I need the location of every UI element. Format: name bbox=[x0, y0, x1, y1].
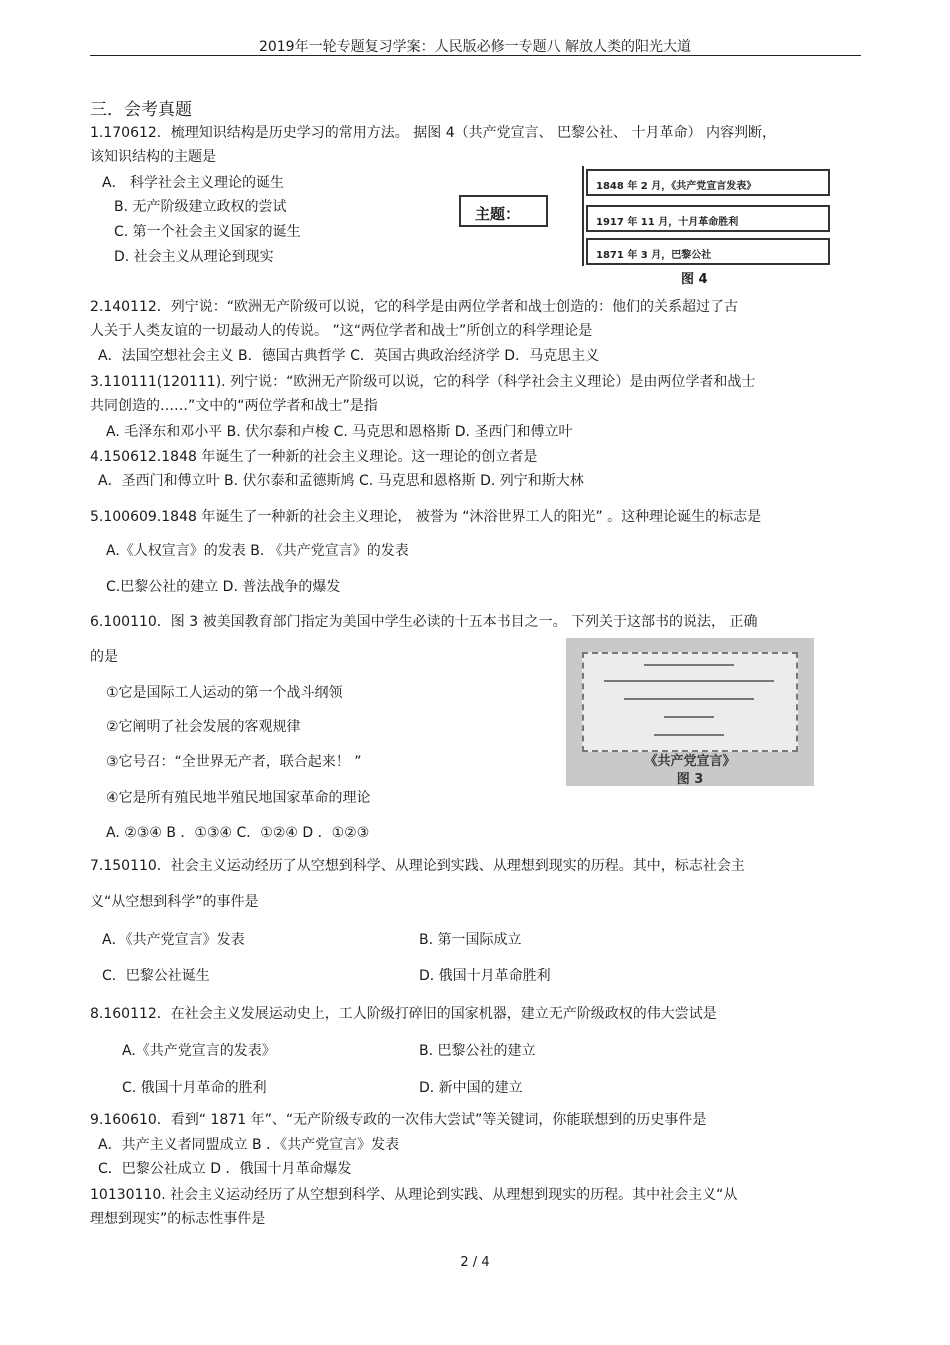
figure-3-text-line bbox=[604, 680, 774, 682]
q2-stem-line1: 2.140112．列宁说：“欧洲无产阶级可以说，它的科学是由两位学者和战士创造的：他们的关系超过了古 bbox=[90, 299, 739, 315]
q8-stem: 8.160112．在社会主义发展运动史上，工人阶级打碎旧的国家机器，建立无产阶级政权的伟大尝试是 bbox=[90, 1006, 717, 1022]
q4-options: A．圣西门和傅立叶 B. 伏尔泰和孟德斯鸠 C. 马克思和恩格斯 D. 列宁和斯大林 bbox=[98, 473, 584, 489]
figure-4-caption: 图 4 bbox=[681, 272, 708, 287]
q9-options-row1: A．共产主义者同盟成立 B ．《共产党宣言》发表 bbox=[98, 1137, 400, 1153]
q8-option-d: D. 新中国的建立 bbox=[419, 1080, 523, 1096]
q8-option-c: C. 俄国十月革命的胜利 bbox=[122, 1080, 267, 1096]
q5-options-row1: A.《人权宣言》的发表 B. 《共产党宣言》的发表 bbox=[106, 543, 409, 559]
q9-options-row2: C．巴黎公社成立 D ．俄国十月革命爆发 bbox=[98, 1161, 352, 1177]
page-header-title: 2019年一轮专题复习学案：人民版必修一专题八 解放人类的阳光大道 bbox=[258, 39, 692, 55]
q1-option-b: B. 无产阶级建立政权的尝试 bbox=[114, 199, 287, 215]
figure-4-subject-box: 主题： bbox=[459, 195, 548, 227]
q6-statement-3: ③它号召：“全世界无产者，联合起来！ ” bbox=[106, 754, 362, 770]
q3-options: A. 毛泽东和邓小平 B. 伏尔泰和卢梭 C. 马克思和恩格斯 D. 圣西门和傅立叶 bbox=[106, 424, 573, 440]
q1-stem-line2: 该知识结构的主题是 bbox=[90, 149, 216, 165]
q7-option-b: B. 第一国际成立 bbox=[419, 932, 522, 948]
q1-option-d: D. 社会主义从理论到现实 bbox=[114, 249, 274, 265]
figure-3-book-cover bbox=[566, 638, 814, 786]
q6-statement-1: ①它是国际工人运动的第一个战斗纲领 bbox=[106, 685, 343, 701]
figure-4-box-1871: 1871 年 3 月，巴黎公社 bbox=[586, 238, 830, 265]
figure-3-text-line bbox=[644, 664, 734, 666]
q6-statement-2: ②它阐明了社会发展的客观规律 bbox=[106, 719, 301, 735]
q7-stem-line1: 7.150110．社会主义运动经历了从空想到科学、从理论到实践、从理想到现实的历程。其中，标志社会主 bbox=[90, 858, 745, 874]
figure-4-box-1917: 1917 年 11 月，十月革命胜利 bbox=[586, 205, 830, 232]
q1-stem-line1: 1.170612．梳理知识结构是历史学习的常用方法。 据图 4（共产党宣言、 巴黎公社、 十月革命） 内容判断， bbox=[90, 125, 776, 141]
page-number: 2 / 4 bbox=[460, 1255, 490, 1270]
section-title: 三．会考真题 bbox=[90, 100, 192, 120]
q5-options-row2: C.巴黎公社的建立 D. 普法战争的爆发 bbox=[106, 579, 341, 595]
q7-option-a: A．《共产党宣言》发表 bbox=[102, 932, 245, 948]
q2-options: A．法国空想社会主义 B．德国古典哲学 C．英国古典政治经济学 D．马克思主义 bbox=[98, 348, 600, 364]
figure-3-page bbox=[582, 652, 798, 752]
figure-3-book-title: 《共产党宣言》 bbox=[644, 754, 736, 769]
q1-option-a: A． 科学社会主义理论的诞生 bbox=[102, 175, 285, 191]
q3-stem-line1: 3.110111(120111). 列宁说：“欧洲无产阶级可以说，它的科学（科学社会主义理论）是由两位学者和战士 bbox=[90, 374, 756, 390]
q1-option-c: C. 第一个社会主义国家的诞生 bbox=[114, 224, 301, 240]
q7-option-d: D. 俄国十月革命胜利 bbox=[419, 968, 551, 984]
figure-3-caption: 图 3 bbox=[676, 772, 704, 786]
q6-statement-4: ④它是所有殖民地半殖民地国家革命的理论 bbox=[106, 790, 371, 806]
q9-stem: 9.160610．看到“ 1871 年”、“无产阶级专政的一次伟大尝试”等关键词，你能联想到的历史事件是 bbox=[90, 1112, 707, 1128]
q8-option-b: B. 巴黎公社的建立 bbox=[419, 1043, 536, 1059]
q8-option-a: A.《共产党宣言的发表》 bbox=[122, 1043, 276, 1059]
q5-stem: 5.100609.1848 年诞生了一种新的社会主义理论， 被誉为 “沐浴世界工人的阳光” 。这种理论诞生的标志是 bbox=[90, 509, 762, 525]
q6-stem-line2: 的是 bbox=[90, 649, 118, 665]
figure-3-text-line bbox=[664, 716, 714, 718]
header-divider bbox=[90, 55, 861, 56]
q6-options: A. ②③④ B ．①③④ C．①②④ D ．①②③ bbox=[106, 825, 370, 841]
q7-option-c: C．巴黎公社诞生 bbox=[102, 968, 210, 984]
figure-3-text-line bbox=[654, 734, 724, 736]
q2-stem-line2: 人关于人类友谊的一切最动人的传说。 ”这“两位学者和战士”所创立的科学理论是 bbox=[90, 323, 593, 339]
q3-stem-line2: 共同创造的……”文中的“两位学者和战士”是指 bbox=[90, 398, 378, 414]
q10-stem-line1: 10130110. 社会主义运动经历了从空想到科学、从理论到实践、从理想到现实的历程。其中社会主义“从 bbox=[90, 1187, 738, 1203]
q7-stem-line2: 义“从空想到科学”的事件是 bbox=[90, 894, 259, 910]
q4-stem: 4.150612.1848 年诞生了一种新的社会主义理论。这一理论的创立者是 bbox=[90, 449, 538, 465]
figure-4-box-1848: 1848 年 2 月，《共产党宣言发表》 bbox=[586, 169, 830, 196]
q6-stem-line1: 6.100110．图 3 被美国教育部门指定为美国中学生必读的十五本书目之一。 下列关于这部书的说法， 正确 bbox=[90, 614, 758, 630]
q10-stem-line2: 理想到现实”的标志性事件是 bbox=[90, 1211, 266, 1227]
figure-3-text-line bbox=[624, 698, 754, 700]
